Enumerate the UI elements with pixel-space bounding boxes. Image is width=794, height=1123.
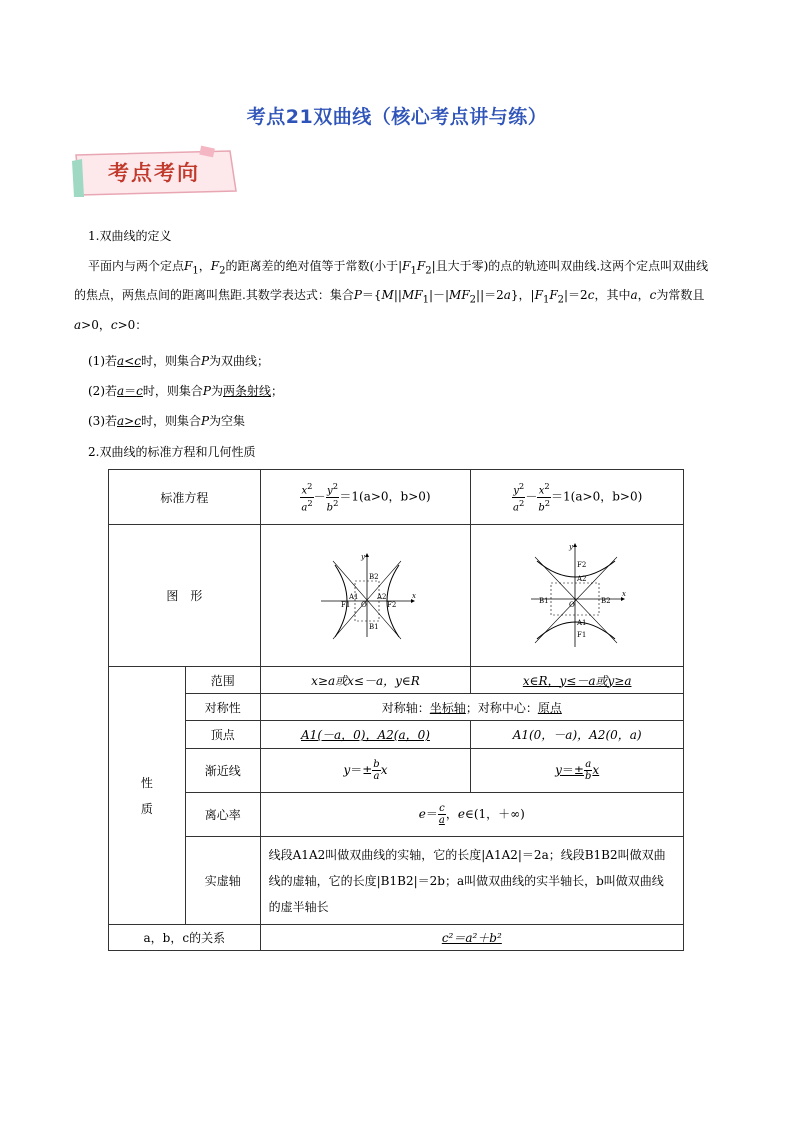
symmetry-value: 对称轴：坐标轴；对称中心：原点 [260, 694, 683, 721]
svg-text:A1: A1 [577, 618, 587, 627]
svg-text:A1: A1 [349, 592, 359, 601]
eq-vertical: $\frac{y^2}{a^2}$ － $\frac{x^2}{b^2}$ ＝1(a>0，b>0) [471, 470, 684, 525]
section-banner-text: 考点考向 [108, 161, 200, 185]
table-row [109, 470, 684, 525]
svg-text:A2: A2 [377, 592, 387, 601]
svg-text:F1: F1 [577, 630, 587, 639]
table-row [109, 793, 684, 837]
table-row [109, 525, 684, 667]
case-3: (3)若a>c时，则集合P为空集 [88, 414, 246, 428]
page-title: 考点21双曲线（核心考点讲与练） [246, 106, 548, 128]
properties-table [108, 469, 684, 951]
range-vertical: x∈R，y≤－a或y≥a [471, 667, 684, 694]
svg-text:B2: B2 [601, 596, 611, 605]
props-header: 性 质 [109, 667, 186, 925]
vertex-horizontal: A1(－a，0)，A2(a，0) [260, 721, 471, 749]
svg-text:x: x [412, 591, 417, 600]
table-row [109, 667, 684, 694]
section-banner [70, 147, 240, 199]
table-row [109, 749, 684, 793]
asymptote-vertical: y＝± $\frac{a}{b}$ x [471, 749, 684, 793]
table-row [109, 837, 684, 925]
table-row [109, 721, 684, 749]
section-2-heading: 2.双曲线的标准方程和几何性质 [88, 445, 256, 459]
case-2: (2)若a＝c时，则集合P为两条射线； [88, 384, 284, 398]
svg-text:y: y [361, 552, 366, 561]
eq-horizontal: $\frac{x^2}{a^2}$ － $\frac{y^2}{b^2}$ ＝1(a>0，b>0) [260, 470, 471, 525]
asymptote-horizontal: y＝± $\frac{b}{a}$ x [260, 749, 471, 793]
case-1: (1)若a<c时，则集合P为双曲线； [88, 354, 270, 368]
svg-text:B2: B2 [369, 572, 380, 581]
svg-text:x: x [622, 589, 627, 598]
figure-vertical [471, 525, 684, 667]
svg-text:B1: B1 [539, 596, 549, 605]
relation-label: a，b，c的关系 [109, 925, 261, 951]
hyperbola-horizontal-graph [315, 551, 415, 641]
symmetry-label: 对称性 [185, 694, 260, 721]
section-1-heading: 1.双曲线的定义 [88, 229, 172, 243]
hyperbola-vertical-graph [527, 541, 627, 651]
eccentricity-label: 离心率 [185, 793, 260, 837]
definition-paragraph: 平面内与两个定点$F_1$，$F_2$的距离差的绝对值等于常数(小于$|F_1F_2|$且大于零)的点的轨迹叫双曲线.这两个定点叫双曲线的焦点，两焦点间的距离叫焦距.其数学表达式：集合$P=\{M||MF_1|-|MF_2||=2a\}$，$|F_1F_2|=2c$，其中a，c为常数且a>0，c>0： [74, 259, 709, 332]
range-label: 范围 [185, 667, 260, 694]
axes-value: 线段A1A2叫做双曲线的实轴，它的长度|A1A2|＝2a；线段B1B2叫做双曲线的虚轴，它的长度|B1B2|＝2b；a叫做双曲线的实半轴长，b叫做双曲线的虚半轴长 [260, 837, 683, 925]
figure-header: 图 形 [109, 525, 261, 667]
svg-text:y: y [569, 542, 574, 551]
figure-horizontal [260, 525, 471, 667]
axes-label: 实虚轴 [185, 837, 260, 925]
relation-value: c²＝a²＋b² [260, 925, 683, 951]
svg-text:F2: F2 [387, 600, 397, 609]
svg-text:F1: F1 [341, 600, 351, 609]
eccentricity-value: e＝ $\frac{c}{a}$ ，e∈(1，＋∞) [260, 793, 683, 837]
vertex-label: 顶点 [185, 721, 260, 749]
svg-text:F2: F2 [577, 560, 587, 569]
svg-text:A2: A2 [577, 574, 587, 583]
std-eq-header: 标准方程 [109, 470, 261, 525]
vertex-vertical: A1(0，－a)，A2(0，a) [471, 721, 684, 749]
table-row [109, 694, 684, 721]
table-row [109, 925, 684, 951]
svg-text:O: O [569, 600, 575, 609]
svg-text:O: O [361, 600, 368, 609]
svg-text:B1: B1 [369, 622, 380, 631]
asymptote-label: 渐近线 [185, 749, 260, 793]
range-horizontal: x≥a或x≤－a，y∈R [260, 667, 471, 694]
